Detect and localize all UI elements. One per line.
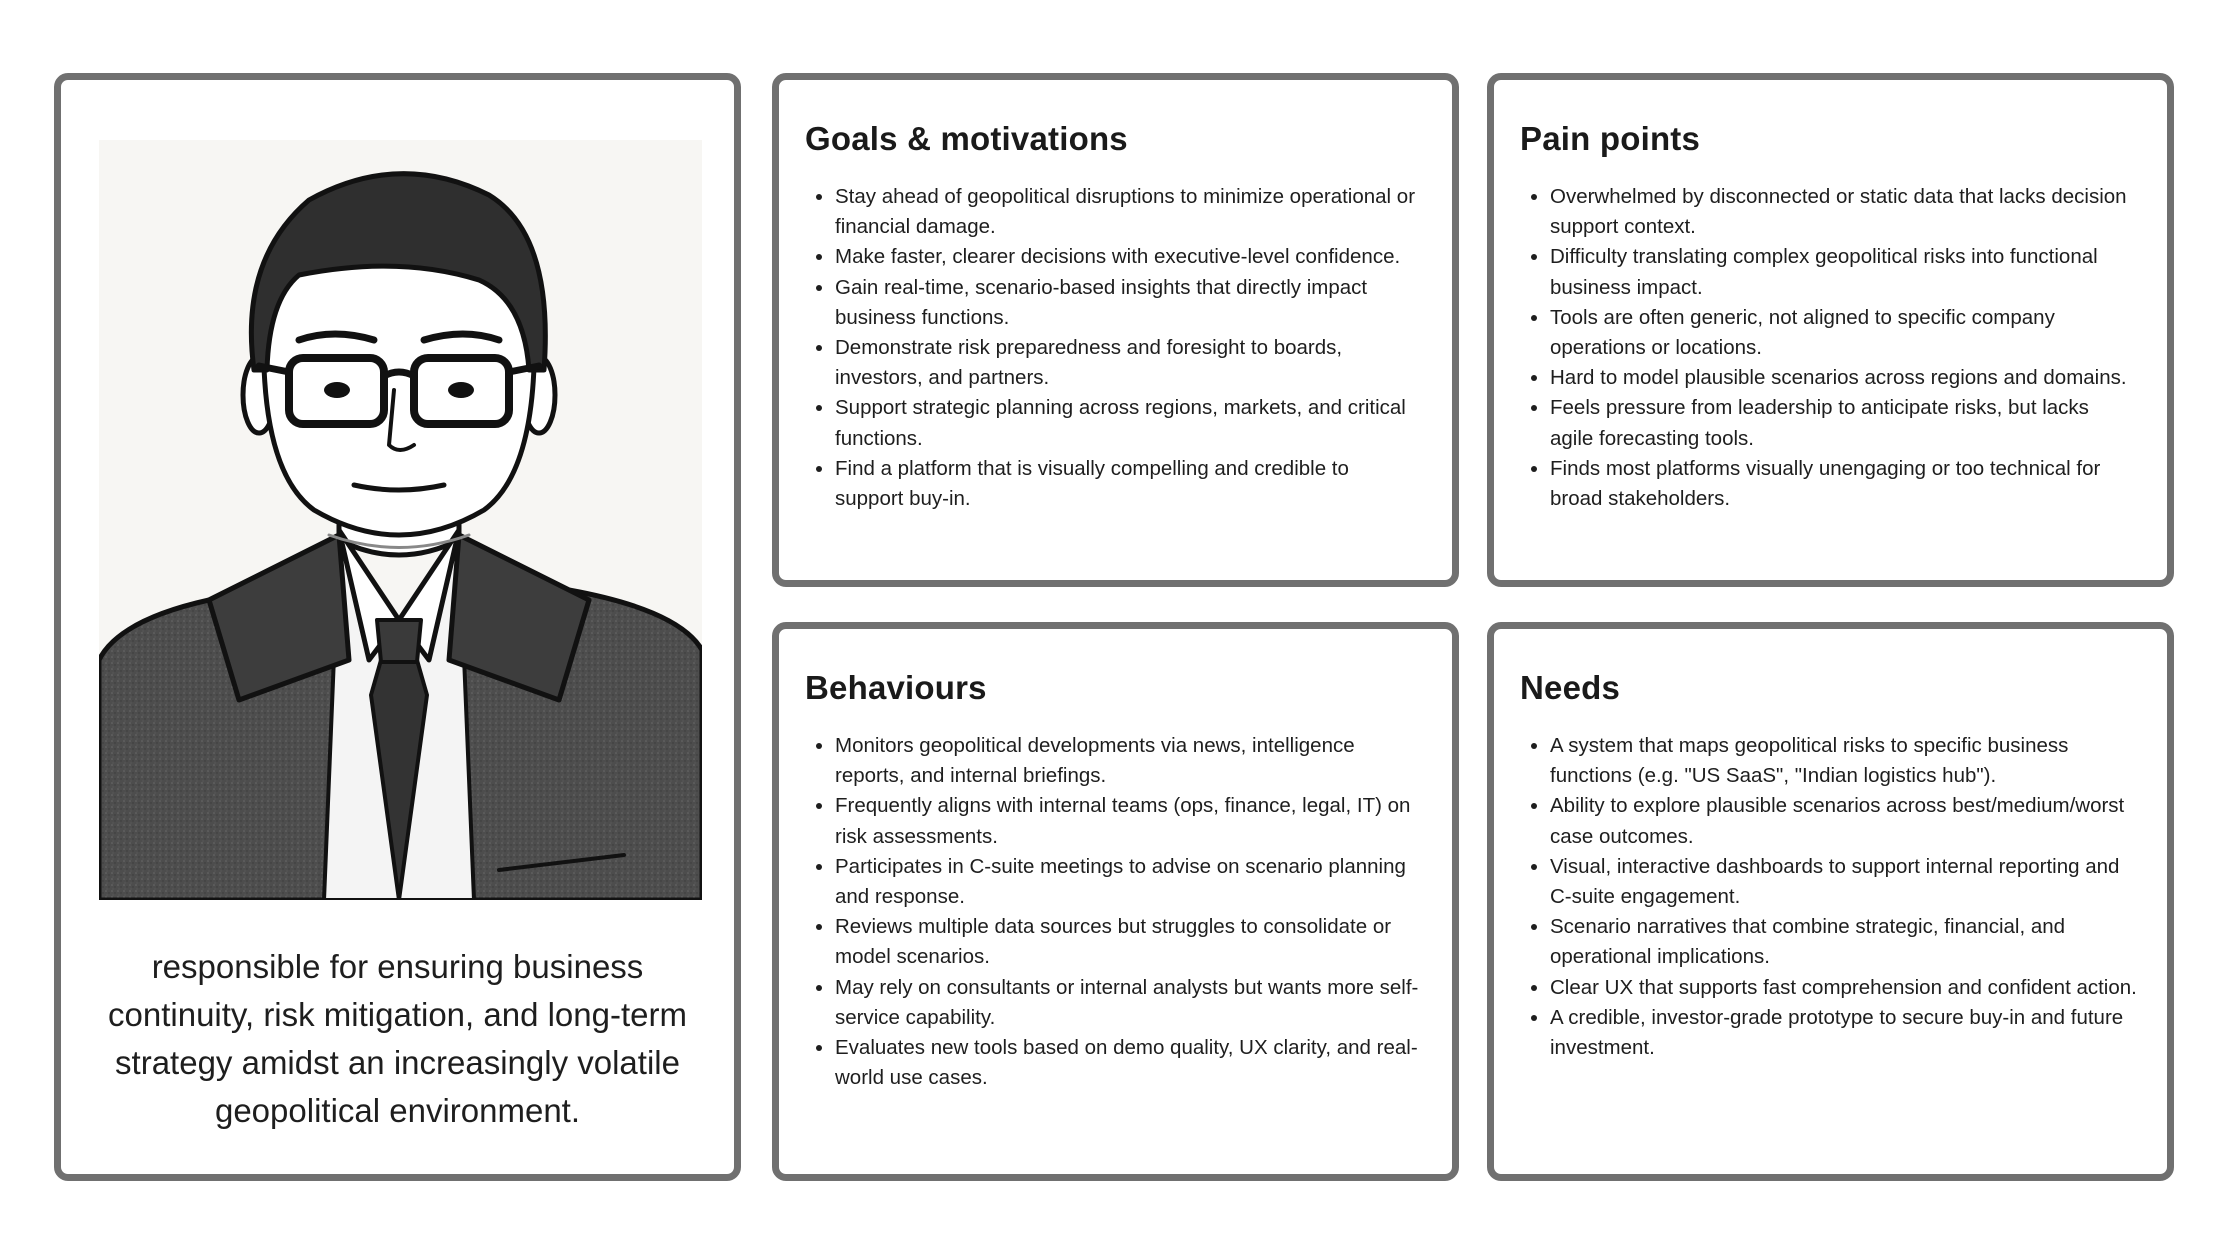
list-item: • Participates in C-suite meetings to advise on scenario planning and response. <box>835 852 1422 912</box>
list-item: • Overwhelmed by disconnected or static data that lacks decision support context. <box>1550 182 2137 242</box>
persona-profile-card <box>54 73 741 1181</box>
list-item: • A credible, investor-grade prototype to secure buy-in and future investment. <box>1550 1003 2137 1063</box>
pain-points-card <box>1487 73 2174 587</box>
list-item: • Evaluates new tools based on demo quality, UX clarity, and real-world use cases. <box>835 1033 1422 1093</box>
goals-card <box>772 73 1459 587</box>
list-item: • Tools are often generic, not aligned to specific company operations or locations. <box>1550 303 2137 363</box>
list-item: • Feels pressure from leadership to anticipate risks, but lacks agile forecasting tools. <box>1550 393 2137 453</box>
list-item: • Hard to model plausible scenarios across regions and domains. <box>1550 363 2137 393</box>
goals-title: Goals & motivations <box>805 120 1128 157</box>
goals-list <box>805 182 1422 514</box>
list-item: • Frequently aligns with internal teams (ops, finance, legal, IT) on risk assessments. <box>835 791 1422 851</box>
pain-points-list <box>1520 182 2137 514</box>
behaviours-list <box>805 731 1422 1093</box>
pain-points-title: Pain points <box>1520 120 1701 157</box>
list-item: • May rely on consultants or internal analysts but wants more self-service capability. <box>835 973 1422 1033</box>
business-man-illustration-icon <box>99 140 702 900</box>
persona-description: responsible for ensuring business continuity, risk mitigation, and long-term strategy amidst an increasingly volatile geopolitical environment. <box>108 948 687 1129</box>
list-item: • Ability to explore plausible scenarios across best/medium/worst case outcomes. <box>1550 791 2137 851</box>
needs-title: Needs <box>1520 669 1621 706</box>
list-item: • Demonstrate risk preparedness and foresight to boards, investors, and partners. <box>835 333 1422 393</box>
behaviours-card <box>772 622 1459 1181</box>
list-item: • Make faster, clearer decisions with executive-level confidence. <box>835 242 1422 272</box>
list-item: • Find a platform that is visually compelling and credible to support buy-in. <box>835 454 1422 514</box>
needs-list <box>1520 731 2137 1063</box>
list-item: • Scenario narratives that combine strategic, financial, and operational implications. <box>1550 912 2137 972</box>
needs-card <box>1487 622 2174 1181</box>
list-item: • Support strategic planning across regions, markets, and critical functions. <box>835 393 1422 453</box>
list-item: • Clear UX that supports fast comprehension and confident action. <box>1550 973 2137 1003</box>
behaviours-title: Behaviours <box>805 669 987 706</box>
list-item: • Stay ahead of geopolitical disruptions to minimize operational or financial damage. <box>835 182 1422 242</box>
list-item: • Visual, interactive dashboards to support internal reporting and C-suite engagement. <box>1550 852 2137 912</box>
list-item: • Reviews multiple data sources but struggles to consolidate or model scenarios. <box>835 912 1422 972</box>
list-item: • Gain real-time, scenario-based insights that directly impact business functions. <box>835 273 1422 333</box>
list-item: • Monitors geopolitical developments via news, intelligence reports, and internal briefings. <box>835 731 1422 791</box>
list-item: • Difficulty translating complex geopolitical risks into functional business impact. <box>1550 242 2137 302</box>
list-item: • A system that maps geopolitical risks to specific business functions (e.g. "US SaaS", "Indian logistics hub"). <box>1550 731 2137 791</box>
list-item: • Finds most platforms visually unengaging or too technical for broad stakeholders. <box>1550 454 2137 514</box>
